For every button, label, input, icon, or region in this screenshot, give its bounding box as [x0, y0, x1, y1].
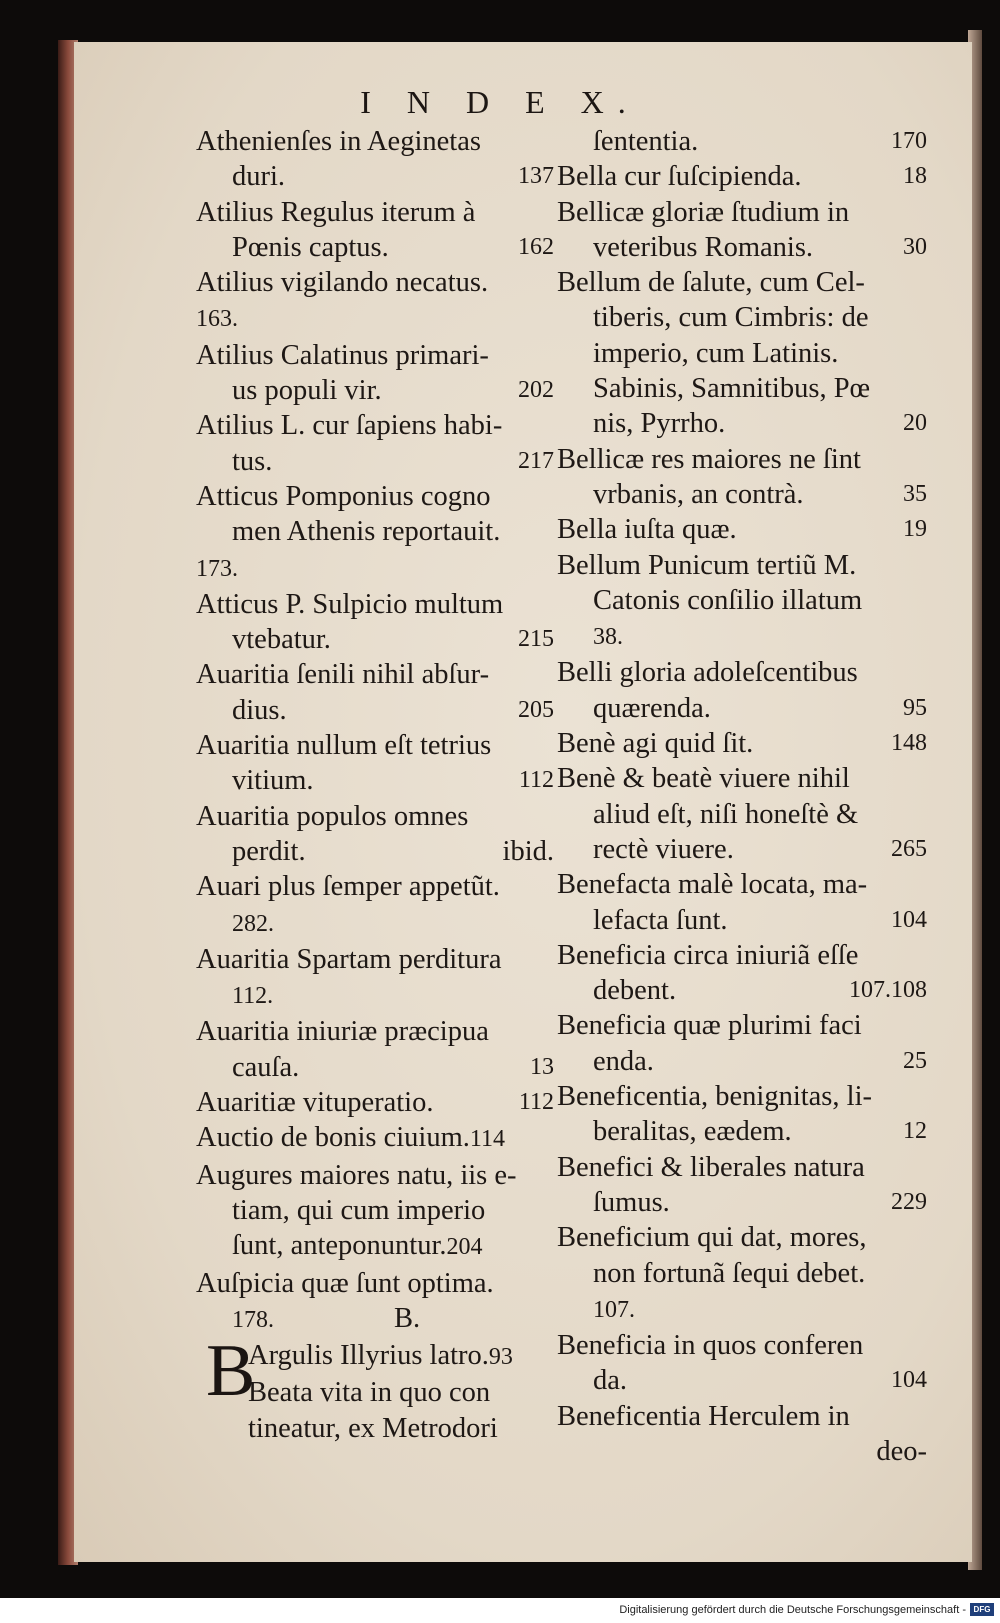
digitization-footer	[0, 1598, 1000, 1623]
index-entry: Benè agi quid ſit. 148	[557, 726, 927, 761]
page-number: 95	[903, 694, 927, 721]
index-entry: Atticus P. Sulpicio multum vtebatur. 215	[196, 587, 554, 658]
index-entry: Benè & beatè viuere nihil aliud eſt, niſi honeſtè & rectè viuere. 265	[557, 761, 927, 867]
index-entry: Augures maiores natu, iis e- tiam, qui cum imperio ſunt, anteponuntur.204	[196, 1159, 517, 1262]
page-number: 35	[903, 480, 927, 507]
index-entry: Auſpicia quæ ſunt optima. 178. B.	[196, 1267, 494, 1334]
drop-cap: B	[206, 1330, 256, 1413]
index-entry: Beneficium qui dat, mores, non fortunã ſequi debet. 107.	[557, 1222, 867, 1323]
index-entry: Atilius Calatinus primari- us populi vir. 202	[196, 338, 554, 409]
dfg-logo: DFG	[970, 1603, 994, 1616]
index-entry: Bella cur ſuſcipienda. 18	[557, 159, 927, 194]
index-entry: Beneficentia Herculem in deo-	[557, 1399, 927, 1470]
page-number: 137	[518, 163, 554, 190]
page-number: 204	[446, 1234, 483, 1261]
index-entry: Bellum Punicum tertiũ M. Catonis conſilio illatum 38.	[557, 549, 863, 651]
index-entry: Atilius Regulus iterum à Pœnis captus. 162	[196, 195, 554, 266]
index-entry: Beata vita in quo con tineatur, ex Metrodori	[248, 1377, 498, 1444]
index-entry: ſententia. 170	[557, 124, 927, 159]
index-entry: Atilius vigilando necatus. 163.	[196, 267, 489, 333]
page-number: 13	[530, 1053, 554, 1080]
index-entry: Athenienſes in Aeginetas duri. 137	[196, 124, 554, 195]
index-column-right	[557, 124, 927, 1469]
page-number: 162	[518, 233, 554, 260]
page-number: 173.	[196, 555, 238, 582]
index-entry: Beneficentia, benignitas, li- beralitas, eædem. 12	[557, 1079, 927, 1150]
page-number: 163.	[196, 306, 238, 333]
index-entry: B Argulis Illyrius latro.93	[206, 1330, 513, 1413]
index-entry: Auaritia Spartam perditura 112.	[196, 943, 502, 1010]
page-number: 18	[903, 163, 927, 190]
index-entry: Benefacta malè locata, ma- lefacta ſunt. 104	[557, 867, 927, 938]
page-number: 217	[518, 447, 554, 474]
page-number: 19	[903, 516, 927, 543]
index-entry: Auaritia nullum eſt tetrius vitium. 112	[196, 728, 554, 799]
page-title: I N D E X.	[360, 84, 640, 120]
page-number: 112.	[232, 983, 274, 1010]
index-entry: Auctio de bonis ciuium.114	[196, 1122, 505, 1154]
index-entry: Beneficia in quos conferen da. 104	[557, 1328, 927, 1399]
page-number: 114	[469, 1126, 505, 1153]
index-entry: Auari plus ſemper appetũt. 282.	[196, 871, 500, 937]
page-number: 104	[891, 1367, 927, 1394]
index-column-left	[196, 124, 554, 1446]
page-number: 112	[518, 1089, 554, 1116]
page-number: 282.	[232, 910, 274, 937]
index-entry: Bellicæ gloriæ ſtudium in veteribus Romanis. 30	[557, 195, 927, 266]
page-number: 107.	[593, 1296, 635, 1323]
page-number: 38.	[593, 624, 623, 651]
page-number: 93	[488, 1344, 513, 1371]
page-number: 170	[891, 128, 927, 154]
page-number: 30	[903, 233, 927, 260]
page-number: 25	[903, 1047, 927, 1074]
index-entry: Belli gloria adoleſcentibus quærenda. 95	[557, 655, 927, 726]
page-number: 202	[518, 377, 554, 404]
index-entry: Auaritia populos omnes perdit. ibid.	[196, 799, 554, 870]
page-number: 12	[903, 1118, 927, 1145]
index-entry: Auaritiæ vituperatio. 112	[196, 1085, 554, 1120]
page-number: 265	[891, 835, 927, 862]
index-entry: Auaritia ſenili nihil abſur- dius. 205	[196, 657, 554, 728]
index-entry: Bellum de ſalute, cum Cel- tiberis, cum Cimbris: de imperio, cum Latinis. Sabinis, Samnitibus, Pœ nis, Pyrrho. 20	[557, 265, 927, 441]
page-number: 215	[518, 626, 554, 653]
index-entry: Beneficia quæ plurimi faci enda. 25	[557, 1008, 927, 1079]
page-number: 178.	[232, 1306, 274, 1333]
page-number: 107.108	[849, 977, 927, 1004]
page-number: 148	[891, 730, 927, 757]
catchword: deo-	[876, 1435, 927, 1467]
index-entry: Benefici & liberales natura ſumus. 229	[557, 1150, 927, 1221]
index-entry: Atticus Pomponius cogno men Athenis reportauit. 173.	[196, 480, 501, 582]
section-letter: B.	[394, 1302, 421, 1334]
page-number: ibid.	[502, 835, 554, 867]
page-number: 229	[891, 1188, 927, 1215]
funding-credit: Digitalisierung gefördert durch die Deutsche Forschungsgemeinschaft -	[619, 1604, 966, 1616]
index-entry: Bella iuſta quæ. 19	[557, 512, 927, 547]
page-number: 104	[891, 906, 927, 933]
page-number: 20	[903, 410, 927, 437]
index-entry: Beneficia circa iniuriã eſſe debent. 107.108	[557, 938, 927, 1009]
index-entry: Bellicæ res maiores ne ſint vrbanis, an contrà. 35	[557, 442, 927, 513]
index-entry: Atilius L. cur ſapiens habi- tus. 217	[196, 408, 554, 479]
index-entry: Auaritia iniuriæ præcipua cauſa. 13	[196, 1014, 554, 1085]
page-number: 112	[518, 767, 554, 794]
page-number: 205	[518, 696, 554, 723]
